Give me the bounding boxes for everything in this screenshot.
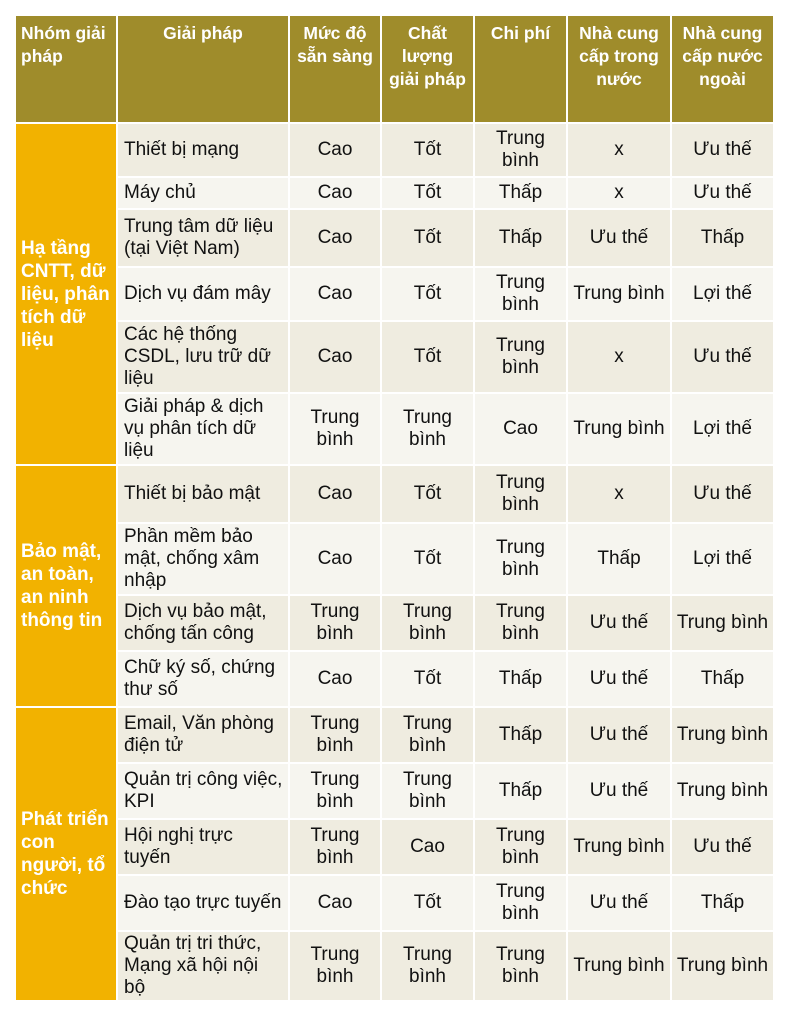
table-row [15, 819, 774, 875]
domestic-cell: x [567, 465, 671, 523]
solution-cell: Chữ ký số, chứng thư số [117, 651, 289, 707]
domestic-cell: Ưu thế [567, 209, 671, 267]
quality-cell: Trung bình [381, 393, 474, 465]
header-row [15, 15, 774, 123]
table-row [15, 267, 774, 321]
foreign-cell: Thấp [671, 651, 774, 707]
table-row [15, 763, 774, 819]
table-row [15, 123, 774, 177]
foreign-cell: Lợi thế [671, 523, 774, 595]
header-group: Nhóm giải pháp [15, 15, 117, 123]
solution-cell: Quản trị công việc, KPI [117, 763, 289, 819]
solution-cell: Dịch vụ bảo mật, chống tấn công [117, 595, 289, 651]
readiness-cell: Trung bình [289, 393, 381, 465]
table-row [15, 465, 774, 523]
quality-cell: Trung bình [381, 763, 474, 819]
header-cost: Chi phí [474, 15, 567, 123]
group-label: Hạ tầng CNTT, dữ liệu, phân tích dữ liệu [15, 123, 117, 465]
readiness-cell: Cao [289, 321, 381, 393]
solution-cell: Đào tạo trực tuyến [117, 875, 289, 931]
domestic-cell: Trung bình [567, 931, 671, 1001]
foreign-cell: Trung bình [671, 931, 774, 1001]
domestic-cell: x [567, 321, 671, 393]
cost-cell: Trung bình [474, 523, 567, 595]
readiness-cell: Cao [289, 523, 381, 595]
solution-cell: Các hệ thống CSDL, lưu trữ dữ liệu [117, 321, 289, 393]
readiness-cell: Cao [289, 651, 381, 707]
cost-cell: Trung bình [474, 123, 567, 177]
quality-cell: Tốt [381, 209, 474, 267]
domestic-cell: Ưu thế [567, 595, 671, 651]
cost-cell: Trung bình [474, 931, 567, 1001]
quality-cell: Tốt [381, 123, 474, 177]
readiness-cell: Cao [289, 123, 381, 177]
domestic-cell: Ưu thế [567, 651, 671, 707]
quality-cell: Tốt [381, 465, 474, 523]
table-row [15, 707, 774, 763]
cost-cell: Thấp [474, 209, 567, 267]
header-foreign: Nhà cung cấp nước ngoài [671, 15, 774, 123]
header-solution: Giải pháp [117, 15, 289, 123]
foreign-cell: Thấp [671, 875, 774, 931]
table-row [15, 321, 774, 393]
header-quality: Chất lượng giải pháp [381, 15, 474, 123]
quality-cell: Tốt [381, 523, 474, 595]
quality-cell: Tốt [381, 651, 474, 707]
readiness-cell: Trung bình [289, 763, 381, 819]
readiness-cell: Cao [289, 875, 381, 931]
solution-cell: Quản trị tri thức, Mạng xã hội nội bộ [117, 931, 289, 1001]
solution-cell: Dịch vụ đám mây [117, 267, 289, 321]
table-row [15, 523, 774, 595]
cost-cell: Thấp [474, 177, 567, 209]
readiness-cell: Trung bình [289, 595, 381, 651]
foreign-cell: Lợi thế [671, 267, 774, 321]
foreign-cell: Lợi thế [671, 393, 774, 465]
solution-cell: Hội nghị trực tuyến [117, 819, 289, 875]
table-row [15, 393, 774, 465]
readiness-cell: Trung bình [289, 707, 381, 763]
cost-cell: Thấp [474, 707, 567, 763]
readiness-cell: Trung bình [289, 931, 381, 1001]
domestic-cell: Trung bình [567, 819, 671, 875]
solution-cell: Thiết bị mạng [117, 123, 289, 177]
table-row [15, 875, 774, 931]
quality-cell: Tốt [381, 267, 474, 321]
solution-cell: Giải pháp & dịch vụ phân tích dữ liệu [117, 393, 289, 465]
cost-cell: Trung bình [474, 595, 567, 651]
table-row [15, 177, 774, 209]
solution-cell: Trung tâm dữ liệu (tại Việt Nam) [117, 209, 289, 267]
solution-cell: Máy chủ [117, 177, 289, 209]
solutions-table [14, 14, 775, 1002]
foreign-cell: Ưu thế [671, 177, 774, 209]
foreign-cell: Trung bình [671, 707, 774, 763]
table-row [15, 209, 774, 267]
domestic-cell: Trung bình [567, 267, 671, 321]
foreign-cell: Trung bình [671, 763, 774, 819]
foreign-cell: Trung bình [671, 595, 774, 651]
table-row [15, 931, 774, 1001]
readiness-cell: Cao [289, 177, 381, 209]
group-label: Phát triển con người, tổ chức [15, 707, 117, 1001]
domestic-cell: Ưu thế [567, 707, 671, 763]
readiness-cell: Cao [289, 465, 381, 523]
cost-cell: Trung bình [474, 875, 567, 931]
solution-cell: Phần mềm bảo mật, chống xâm nhập [117, 523, 289, 595]
cost-cell: Trung bình [474, 267, 567, 321]
cost-cell: Cao [474, 393, 567, 465]
cost-cell: Thấp [474, 651, 567, 707]
solution-cell: Thiết bị bảo mật [117, 465, 289, 523]
quality-cell: Tốt [381, 177, 474, 209]
foreign-cell: Ưu thế [671, 465, 774, 523]
readiness-cell: Trung bình [289, 819, 381, 875]
domestic-cell: Trung bình [567, 393, 671, 465]
readiness-cell: Cao [289, 209, 381, 267]
cost-cell: Trung bình [474, 465, 567, 523]
foreign-cell: Ưu thế [671, 123, 774, 177]
table-row [15, 651, 774, 707]
foreign-cell: Thấp [671, 209, 774, 267]
group-label: Bảo mật, an toàn, an ninh thông tin [15, 465, 117, 707]
domestic-cell: x [567, 123, 671, 177]
domestic-cell: Ưu thế [567, 875, 671, 931]
domestic-cell: Ưu thế [567, 763, 671, 819]
solution-cell: Email, Văn phòng điện tử [117, 707, 289, 763]
cost-cell: Trung bình [474, 321, 567, 393]
quality-cell: Tốt [381, 321, 474, 393]
quality-cell: Trung bình [381, 931, 474, 1001]
cost-cell: Thấp [474, 763, 567, 819]
readiness-cell: Cao [289, 267, 381, 321]
quality-cell: Trung bình [381, 595, 474, 651]
domestic-cell: Thấp [567, 523, 671, 595]
foreign-cell: Ưu thế [671, 819, 774, 875]
cost-cell: Trung bình [474, 819, 567, 875]
header-readiness: Mức độ sẵn sàng [289, 15, 381, 123]
foreign-cell: Ưu thế [671, 321, 774, 393]
quality-cell: Tốt [381, 875, 474, 931]
quality-cell: Trung bình [381, 707, 474, 763]
header-domestic: Nhà cung cấp trong nước [567, 15, 671, 123]
table-row [15, 595, 774, 651]
domestic-cell: x [567, 177, 671, 209]
quality-cell: Cao [381, 819, 474, 875]
